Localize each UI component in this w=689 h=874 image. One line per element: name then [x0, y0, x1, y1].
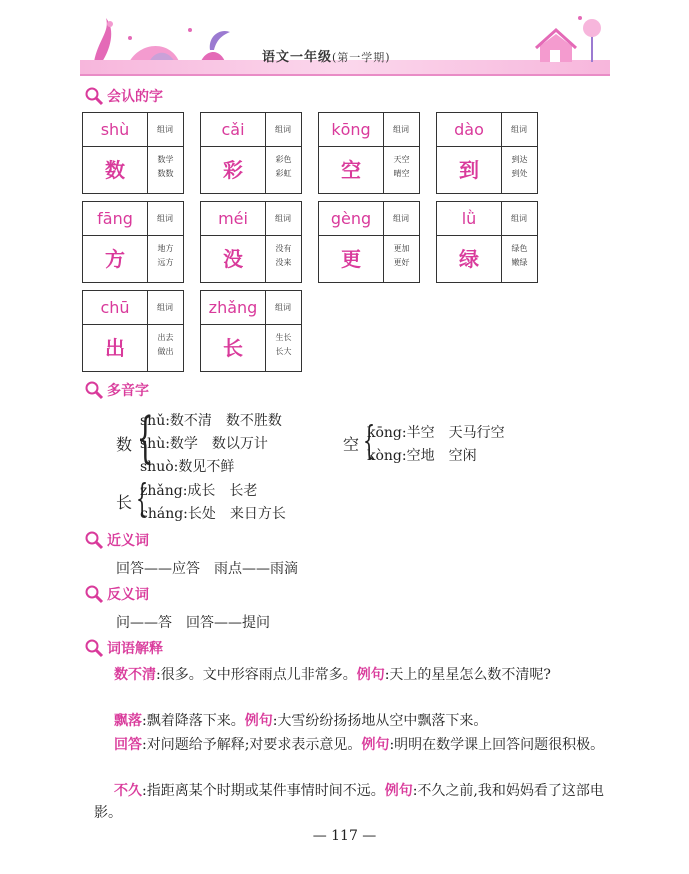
book-title: 语文一年级(第一学期) — [262, 50, 391, 65]
card-pinyin: kōng — [331, 120, 371, 139]
card-pinyin: lǜ — [461, 209, 477, 228]
polyphone-reading: shù:数学 数以万计 — [140, 436, 268, 452]
synonym-line: 回答——应答 雨点——雨滴 — [116, 561, 298, 577]
card-character: 到 — [459, 158, 479, 182]
card-pinyin: shù — [100, 120, 130, 139]
section-antonym-title: 反义词 — [84, 584, 149, 604]
section-synonym-title: 近义词 — [84, 530, 149, 550]
brace-icon: { — [136, 406, 154, 469]
card-zuci-label: 组词 — [157, 303, 173, 312]
explanation-paragraph: 不久:指距离某个时期或某件事情时间不远。例句:不久之前,我和妈妈看了这部电影。 — [94, 783, 604, 821]
house-decoration-icon — [520, 10, 610, 74]
character-card-grid — [82, 112, 542, 374]
magnifier-icon — [84, 584, 104, 604]
card-words: 没有 没来 — [275, 244, 292, 267]
card-pinyin: gèng — [330, 209, 372, 228]
card-words: 地方 远方 — [157, 244, 174, 267]
card-character: 没 — [223, 247, 243, 271]
card-words: 出去 做出 — [157, 333, 174, 356]
section-recognize-title: 会认的字 — [84, 86, 163, 106]
card-character: 出 — [105, 336, 125, 360]
card-pinyin: chū — [100, 298, 130, 317]
character-card — [200, 201, 302, 283]
card-zuci-label: 组词 — [393, 214, 409, 223]
card-words: 彩色 彩虹 — [275, 155, 292, 178]
section-polyphone-title: 多音字 — [84, 380, 149, 400]
card-zuci-label: 组词 — [275, 214, 291, 223]
character-card — [318, 112, 420, 194]
polyphone-char-kong: 空 — [343, 435, 360, 454]
card-words: 生长 长大 — [275, 333, 292, 356]
card-zuci-label: 组词 — [275, 303, 291, 312]
card-words: 绿色 嫩绿 — [511, 244, 528, 267]
polyphone-char-shu: 数 — [116, 435, 133, 454]
character-card — [436, 112, 538, 194]
card-character: 长 — [223, 336, 243, 360]
card-pinyin: cǎi — [221, 120, 245, 139]
card-character: 更 — [341, 247, 361, 271]
card-character: 彩 — [223, 158, 243, 182]
polyphone-reading: shuò:数见不鲜 — [140, 459, 235, 475]
card-zuci-label: 组词 — [157, 125, 173, 134]
antonym-line: 问——答 回答——提问 — [116, 615, 270, 631]
card-words: 数学 数数 — [157, 155, 174, 178]
card-pinyin: dào — [454, 120, 484, 139]
section-explanation-title: 词语解释 — [84, 638, 163, 658]
card-words: 更加 更好 — [393, 244, 410, 267]
card-character: 方 — [105, 247, 125, 271]
character-card — [82, 290, 184, 372]
explanation-paragraph: 飘落:飘着降落下来。例句:大雪纷纷扬扬地从空中飘落下来。 — [114, 713, 488, 729]
card-zuci-label: 组词 — [393, 125, 409, 134]
magnifier-icon — [84, 86, 104, 106]
explanation-paragraph: 回答:对问题给予解释;对要求表示意见。例句:明明在数学课上回答问题很积极。 — [114, 737, 605, 753]
polyphone-reading: shǔ:数不清 数不胜数 — [140, 413, 282, 429]
brace-icon: { — [363, 418, 376, 462]
card-pinyin: méi — [218, 209, 248, 228]
explanation-paragraph: 数不清:很多。文中形容雨点儿非常多。例句:天上的星星怎么数不清呢? — [114, 667, 551, 683]
character-card — [318, 201, 420, 283]
polyphone-reading: kōng:半空 天马行空 — [367, 425, 505, 441]
card-pinyin: fāng — [97, 209, 133, 228]
magnifier-icon — [84, 380, 104, 400]
card-character: 绿 — [459, 247, 479, 271]
magnifier-icon — [84, 638, 104, 658]
character-card — [436, 201, 538, 283]
page-number: — 117 — — [312, 828, 377, 844]
polyphone-char-zhang: 长 — [116, 493, 133, 512]
character-card — [82, 201, 184, 283]
card-character: 空 — [341, 158, 361, 182]
card-zuci-label: 组词 — [157, 214, 173, 223]
character-card — [82, 112, 184, 194]
character-card — [200, 290, 302, 372]
page-header — [80, 10, 610, 78]
brace-icon: { — [136, 476, 149, 520]
card-pinyin: zhǎng — [208, 298, 258, 317]
magnifier-icon — [84, 530, 104, 550]
card-words: 到达 到处 — [511, 155, 528, 178]
card-zuci-label: 组词 — [275, 125, 291, 134]
character-card — [200, 112, 302, 194]
card-zuci-label: 组词 — [511, 125, 527, 134]
card-words: 天空 晴空 — [393, 155, 410, 178]
polyphone-reading: kòng:空地 空闲 — [367, 448, 477, 464]
polyphone-reading: zhǎng:成长 长老 — [140, 483, 258, 499]
polyphone-reading: cháng:长处 来日方长 — [140, 506, 286, 522]
card-character: 数 — [105, 158, 125, 182]
card-zuci-label: 组词 — [511, 214, 527, 223]
